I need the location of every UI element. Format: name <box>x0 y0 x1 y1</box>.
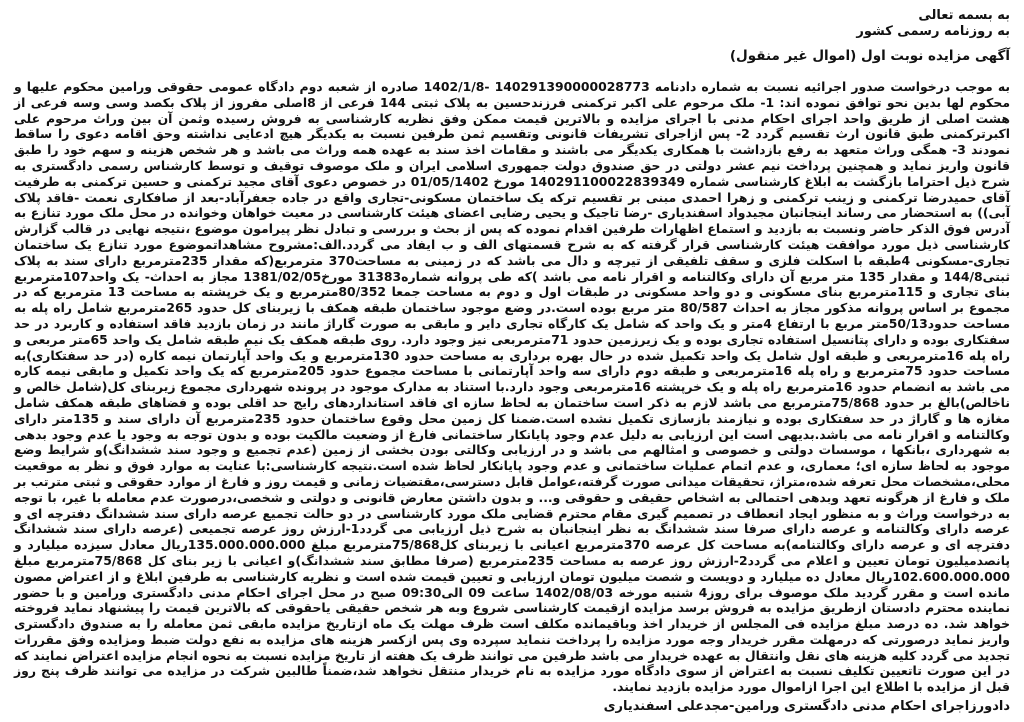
auction-notice-body: به موجب درخواست صدور اجرائیه نسبت به شماره دادنامه 140291390000028773 -1402/1/8 صادره از شعبه دوم دادگاه عمومی حقوقی ورامین محکوم علیها و محکوم لها بدین نحو توافق نموده اند: 1- ملک مرحوم علی اکبر ترکمنی فرزندحسین به پلاک ثبتی 144 فرعی از 8اصلی مفروز از پلاک بکصد وسی وسه فرعی از هشت اصلی از طریق واحد اجرای احکام مدنی با اجرای مزایده و بالاترین قیمت ممکن وفق نظریه کارشناسی به فروش رسیده وثمن آن بین وراث مرحوم علی اکبرترکمنی طبق قانون ارث تقسیم گردد 2- پس ازاجرای تشریفات قانونی وتقسیم ثمن طرفین نسبت به یکدیگر هیچ ادعایی نداشته وحق اقامه دعوی را ساقط نمودند 3- همگی وراث متعهد به رفع بازداشت با همکاری یکدیگر می باشند و مقامات اخذ سند به عهده همه وراث می باشد و هر شخص هزینه و سهم خود را طبق قانون واریز نماید و همچنین پرداخت نیم عشر دولتی در حق صندوق دولت جمهوری اسلامی ایران و ملک موصوف توقیف و توسط کارشناس رسمی دادگستری به شرح ذیل احتراما بازگشت به ابلاغ کارشناسی شماره 140291100022839349 مورخ 01/05/1402 در خصوص دعوی آقای مجید ترکمنی و حسین ترکمنی به طرفیت آقای حمیدرضا ترکمنی و زینب ترکمنی و زهرا احمدی مبنی بر تقسیم ترکه یک ساختمان مسکونی-تجاری واقع در جاده جعفرآباد-بعد از صافکاری نعمت -فاقد پلاک آبی)) به استحضار می رساند اینجانبان مجیدواد اسفندیاری -رضا تاجیک و یحیی رضایی اعضای هیئت کارشناسی در معیت خواهان وخوانده در محل ملک مورد تنازع به آدرس فوق الذکر حاضر ونسبت به بازدید و استماع اظهارات طرفین اقدام نموده که پس از بحث و بررسی و تبادل نظر پیرامون موضوع ،نتیجه نهایی در قالب گزارش کارشناسی ذیل مورد موافقت هیئت کارشناسی قرار گرفته که به شرح قسمتهای الف و ب ایفاد می گردد.الف:مشروح مشاهداتموضوع مورد تنازع یک ساختمان تجاری-مسکونی 4طبقه با اسکلت فلزی و سقف تلفیقی از تیرچه و دال می باشد که در زمینی به مساحت370 مترمربع(که مقدار 235مترمربع دارای سند به پلاک ثبتی144/8 و مقدار 135 متر مربع آن دارای وکالتنامه و اقرار نامه می باشد )که طی پروانه شماره31383 مورخ1381/02/05 مجاز به احداث- یک واحد107مترمربع بنای تجاری و 115مترمربع بنای مسکونی و دو واحد مسکونی در طبقات اول و دوم به مساحت جمعا 80/352مترمربع و یک خرپشته به مساحت 13 مترمربع که در مجموع بر اساس پروانه مذکور مجاز به احداث 80/587 متر مربع بوده است.در وضع موجود ساختمان طبقه همکف با زیربنای کل حدود 265مترمربع شامل راه پله به مساحت حدود50/13متر مربع با ارتفاع 4متر و یک واحد که شامل یک کارگاه تجاری دایر و مابقی به صورت گاراژ مانند در زمان بازدید فاقد استفاده و کاربرد در حد سفتکاری بوده و دارای پتانسیل استفاده تجاری بوده و یک زیرزمین حدود 71مترمربعی نیز وجود دارد. روی طبقه همکف یک نیم طبقه شامل یک واحد 65متر مربعی و راه پله 16مترمربعی و طبقه اول شامل یک واحد تکمیل شده در حال بهره برداری به مساحت حدود 130مترمربع و یک واحد آپارتمان نیمه کاره (در حد سفتکاری)به مساحت حدود 75مترمربع و راه پله 16مترمربعی و طبقه دوم دارای سه واحد آپارتمانی با مساحت مجموع حدود 205مترمربع که یک واحد تکمیل و مابقی نیمه کاره می باشد به انضمام حدود 16مترمربع راه پله و یک خرپشته 16مترمربعی وجود دارد.با استناد به مدارک موجود در پرونده شهرداری مجموع زیربنای کل(شامل خالص و ناخالص)بالغ بر حدود 75/868مترمربع می باشد لازم به ذکر است ساختمان به لحاظ سازه ای فاقد استانداردهای رایج حد اقلی بوده و فضاهای طبقه همکف شامل مغازه ها و گاراژ در حد سفتکاری بوده و نیازمند بازسازی تکمیل نشده است.ضمنا کل زمین محل وقوع ساختمان حدود 235مترمربع آن دارای سند و 135متر دارای وکالتنامه و اقرار نامه می باشد.بدیهی است این ارزیابی به دلیل عدم وجود پایانکار ساختمانی فارغ از وضعیت مالکیت بوده و بدون توجه به وجود یا عدم وجود بدهی به شهرداری ،بانکها ، موسسات دولتی و خصوصی و امثالهم می باشد و در ارزیابی وکالتی بودن بخشی از زمین (عدم تجمیع و وجود سند ششدانگ)و شرایط وضع موجود به لحاظ سازه ای؛ معماری، و عدم اتمام عملیات ساختمانی و عدم وجود پایانکار لحاظ شده است.نتیجه کارشناسی:با عنایت به موارد فوق و نظر به موقعیت محلی،مشخصات محل تعرفه شده،متراژ، تحقیقات میدانی صورت گرفته،عوامل قابل دسترسی،مقتضیات زمانی و قیمت روز و فارغ از موارد حقوقی و ثبتی مترتب بر ملک و فارغ از هرگونه تعهد وبدهی احتمالی به اشخاص حقیقی و حقوقی و... و بدون داشتن معارض قانونی و دولتی و شخصی،درصورت عدم معامله با غیر، با توجه به درخواست وراث و به منظور ایجاد انعطاف در تصمیم گیری مقام محترم قضایی ملک مورد کارشناسی در دو حالت تجمیع عرصه دارای سند ششدانگ دفترچه ای و عرصه دارای وکالتنامه و عرصه دارای صرفا سند ششدانگ به نظر اینجانبان به شرح ذیل ارزیابی می گردد1-ارزش روز عرصه تجمیعی (عرصه دارای سند ششدانگ دفترچه ای و عرصه دارای وکالتنامه)به مساحت کل عرصه 370مترمربع اعیانی با زیربنای کل75/868مترمربع مبلغ 135.000.000.000ریال معادل سیزده میلیارد و پانصدمیلیون تومان تعیین و اعلام می گردد2-ارزش روز عرصه به مساحت 235مترمربع (صرفا مطابق سند ششدانگ)و اعیانی با زیر بنای کل 75/868مترمربع مبلغ 102.600.000.000ریال معادل ده میلیارد و دویست و شصت میلیون تومان ارزیابی و تعیین قیمت شده است و نظریه کارشناسی به طرفین ابلاغ و از اعتراض مصون مانده است و مقرر گردید ملک موصوف برای روز4 شنبه مورخه 1402/08/03 ساعت 09 الی09:30 صبح در محل اجرای احکام مدنی دادگستری ورامین و با حضور نماینده محترم دادستان ازطریق مزایده به فروش برسد مزایده ازقیمت کارشناسی شروع وبه هر شخص حقیقی یاحقوقی که بالاترین قیمت را پیشنهاد نماید فروخته خواهد شد. ده درصد مبلغ مزایده فی المجلس از خریدار اخذ وباقیمانده مکلف است ظرف مهلت یک ماه ازتاریخ مزایده مابقی ثمن معامله را به صندوق دادگستری واریز نماید درصورتی که درمهلت مقرر خریدار وجه مورد مزایده را پرداخت ننماید سپرده وی پس ازکسر هزینه های مزایده به نفع دولت ضبط ومزایده وفق مقررات تجدید می گردد کلیه هزینه های نقل وانتقال به عهده خریدار می باشد طرفین می توانند ظرف یک هفته از تاریخ مزایده نسبت به نحوه انجام مزایده اعتراض نمایند که در این صورت تاتعیین تکلیف نسبت به اعتراض از سوی دادگاه مورد مزایده به نام خریدار منتقل نخواهد شد،ضمناً طالبین شرکت در مزایده می توانند ظرف پنج روز قبل از مزایده با اطلاع این اجرا ازاموال مورد مزایده بازدید نمایند. <box>14 79 1011 695</box>
newspaper-line: به روزنامه رسمی کشور <box>856 24 1010 39</box>
signature-line: دادورزاجرای احکام مدنی دادگستری ورامین-مجدعلی اسفندیاری <box>603 699 1010 714</box>
bismillah-line: به بسمه تعالی <box>918 8 1010 23</box>
document-header <box>10 8 1010 64</box>
ad-title: آگهی مزایده نوبت اول (اموال غیر منقول) <box>729 48 1010 64</box>
